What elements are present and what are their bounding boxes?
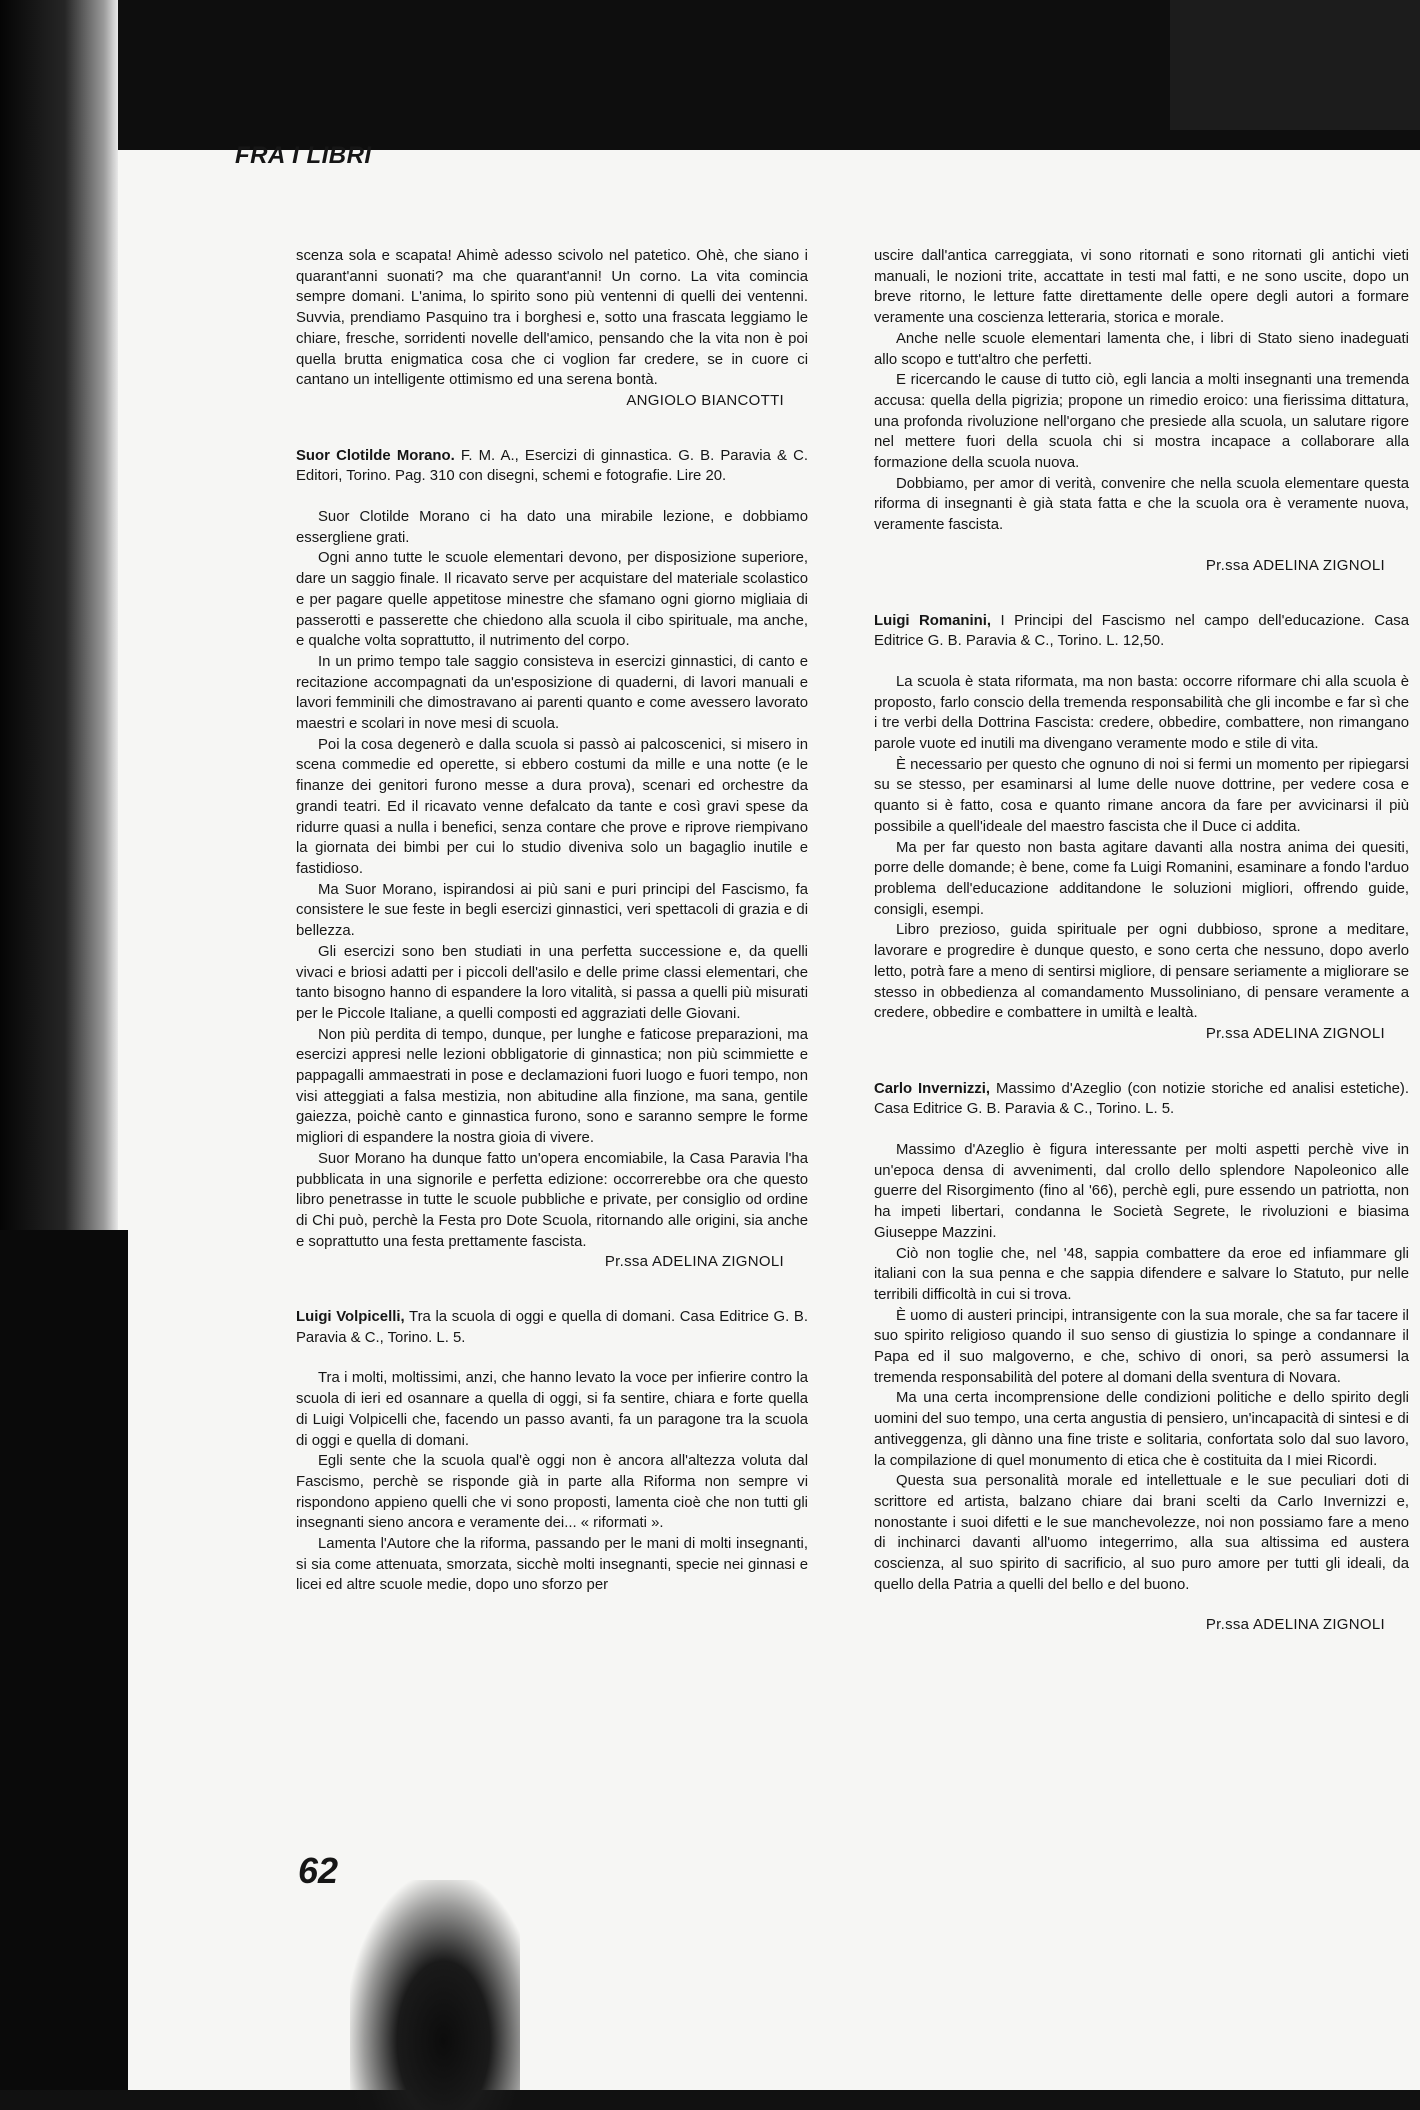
review-signature: Pr.ssa ADELINA ZIGNOLI [1205,556,1385,574]
page-number: 62 [298,1850,339,1891]
paragraph: Lamenta l'Autore che la riforma, passando per le mani di molti insegnanti, si sia come attenuata, smorzata, sicchè molti insegnanti, specie nei ginnasi e licei ed altre scuole medie, dopo uno sforzo per [296,1536,808,1594]
paragraph: In un primo tempo tale saggio consisteva in esercizi ginnastici, di canto e recitazione accompagnati da un'esposizione di quaderni, di lavori manuali e lavori femminili che dimostravano ai parenti quanto e come avessero lavorato maestri e scolari in nove mesi di scuola. [296,653,808,733]
page-header: FRA I LIBRI [235,142,372,169]
paragraph: Ciò non toglie che, nel '48, sappia combattere da eroe ed infiammare gli italiani con la sua penna e che sappia difendere e salvare lo Statuto, pur nelle terribili difficoltà in cui si trova. [874,1245,1409,1303]
review-heading-romanini: Luigi Romanini, I Principi del Fascismo nel campo dell'educazione. Casa Editrice G. B. Paravia & C., Torino. L. 12,50. [874,612,1409,650]
paragraph: E ricercando le cause di tutto ciò, egli lancia a molti insegnanti una tremenda accusa: quella della pigrizia; propone un rimedio eroico: una fierissima dittatura, una profonda rivoluzione nell'organo che presiede alla scuola, un salutare rigore nel mettere fuori della scuola chi si mostra incapace a collaborare alla formazione della scuola nuova. [874,372,1409,472]
paragraph: Gli esercizi sono ben studiati in una perfetta successione e, da quelli vivaci e briosi adatti per i piccoli dell'asilo e delle prime classi elementari, che tanto bisogno hanno di espandere la loro vitalità, si passa a quelli più misurati per le Piccole Italiane, a quelli composti ed aggraziati delle Giovani. [296,943,808,1022]
paragraph: Egli sente che la scuola qual'è oggi non è ancora all'altezza voluta dal Fascismo, perchè se risponde già in parte alla Riforma non sempre vi rispondono appieno quelli che vi sono proposti, lamenta cioè che non tutti gli insegnanti sieno ancora e veramente dei... « riformati ». [296,1453,808,1532]
paragraph: uscire dall'antica carreggiata, vi sono ritornati e sono ritornati gli antichi vieti manuali, le nozioni trite, accattate in testi mal fatti, e ne sono uscite, dopo un breve ritorno, le letture fatte direttamente delle opere degli autori a formare veramente una coscienza letteraria, storica e morale. [874,248,1409,327]
ink-smudge [350,1880,520,2110]
review-author: Luigi Volpicelli, [296,1309,405,1326]
paragraph: Non più perdita di tempo, dunque, per lunghe e faticose preparazioni, ma esercizi appresi nelle lezioni obbligatorie di ginnastica; non più scimmiette e pappagalli ammaestrati in pose e declamazioni fuori luogo e fuori tempo, non visi atteggiati a falsa mestizia, non abitudine alla finzione, ma sana, gentile gaiezza, poichè canto e ginnastica furono, sono e saranno sempre le forme migliori di espandere la nostra gioia di vivere. [296,1026,808,1147]
paragraph: Ma una certa incomprensione delle condizioni politiche e dello spirito degli uomini del suo tempo, una certa angustia di pensiero, un'incapacità di sintesi e di antiveggenza, gli dànno una fine triste e solitaria, confortata solo dal suo lavoro, la compilazione di quel monumento di etica che è costituita da I miei Ricordi. [874,1390,1409,1469]
paragraph: Tra i molti, moltissimi, anzi, che hanno levato la voce per infierire contro la scuola di ieri ed osannare a quella di oggi, si fa sentire, chiara e forte quella di Luigi Volpicelli che, facendo un passo avanti, fa un paragone tra la scuola di oggi e quella di domani. [296,1370,808,1449]
review-heading-invernizzi: Carlo Invernizzi, Massimo d'Azeglio (con notizie storiche ed analisi estetiche). Casa Editrice G. B. Paravia & C., Torino. L. 5. [874,1080,1409,1118]
paragraph: Anche nelle scuole elementari lamenta che, i libri di Stato sieno inadeguati allo scopo e tutt'altro che perfetti. [874,330,1409,368]
right-column [874,246,1409,1636]
paragraph: Libro prezioso, guida spirituale per ogni dubbioso, sprone a meditare, lavorare e progredire è dunque questo, e sono certa che nessuno, dopo averlo letto, potrà fare a meno di sentirsi migliore, di pensare seriamente a migliorare se stesso in obbedienza al comandamento Mussoliniano, di pensare veramente a credere, obbedire e combattere in umiltà e lealtà. [874,922,1409,1022]
paragraph: Poi la cosa degenerò e dalla scuola si passò ai palcoscenici, si misero in scena commedie ed operette, si ebbero costumi da mille e una notte (e le finanze dei genitori furono messe a dura prova), scenari ed orchestre da grandi teatri. Ed il ricavato venne defalcato da tante e così gravi spese da ridurre quasi a nulla i benefici, senza contare che prove e riprove riempivano la giornata dei bimbi per cui lo studio diveniva solo un bagaglio inutile e fastidioso. [296,736,808,877]
intro-paragraph: scenza sola e scapata! Ahimè adesso scivolo nel patetico. Ohè, che siano i quarant'anni suonati? ma che quarant'anni! Un corno. La vita comincia sempre domani. L'anima, lo spirito sono più ventenni di quelli dei ventenni. Suvvia, prendiamo Pasquino tra i borghesi e, sotto una frascata leggiamo le chiare, fresche, sorridenti novelle dell'amico, pensando che la vita non è poi quella brutta enigmatica cosa che ci voglion far credere, se in cuore ci cantano un intelligente ottimismo ed una serena bontà. [296,248,808,389]
review-heading-morano: Suor Clotilde Morano. F. M. A., Esercizi di ginnastica. G. B. Paravia & C. Editori, Torino. Pag. 310 con disegni, schemi e fotografie. Lire 20. [296,447,808,485]
paragraph: Ogni anno tutte le scuole elementari devono, per disposizione superiore, dare un saggio finale. Il ricavato serve per acquistare del materiale scolastico e per pagare quelle appetitose minestre che sfamano ogni giorno migliaia di passerotti e passerette che chiedono alla scuola il cibo spirituale, ma anche, e qualche volta soprattutto, il nutrimento del corpo. [296,550,808,650]
paragraph: Ma per far questo non basta agitare davanti alla nostra anima dei quesiti, porre delle domande; è bene, come fa Luigi Romanini, esaminare a fondo l'arduo problema dell'educazione additandone le soluzioni migliori, offrendo guide, consigli, esempi. [874,839,1409,918]
review-author: Luigi Romanini, [874,612,992,629]
review-author: Suor Clotilde Morano. [296,447,455,464]
review-signature: Pr.ssa ADELINA ZIGNOLI [1205,1024,1385,1042]
review-heading-volpicelli: Luigi Volpicelli, Tra la scuola di oggi e quella di domani. Casa Editrice G. B. Paravia & C., Torino. L. 5. [296,1309,808,1346]
paragraph: Ma Suor Morano, ispirandosi ai più sani e puri principi del Fascismo, fa consistere le sue feste in begli esercizi ginnastici, veri spettacoli di grazia e di bellezza. [296,881,808,940]
paragraph: Suor Clotilde Morano ci ha dato una mirabile lezione, e dobbiamo essergliene grati. [296,509,808,546]
paragraph: Questa sua personalità morale ed intellettuale e le sue peculiari doti di scrittore ed artista, balzano chiare dai brani scelti da Carlo Invernizzi e, nonostante i suoi difetti e le sue manchevolezze, noi non possiamo fare a meno di inchinarci davanti all'uomo integerrimo, alla sua altissima ed austera coscienza, al suo spirito di sacrificio, al suo puro amore per tutti gli ideali, da quello della Patria a quelli del bello e del buono. [874,1473,1409,1593]
review-signature: Pr.ssa ADELINA ZIGNOLI [604,1253,784,1271]
review-author: Carlo Invernizzi, [874,1080,991,1097]
scan-spine-dark-lower [0,1230,128,2110]
paragraph: È necessario per questo che ognuno di noi si fermi un momento per ripiegarsi su se stesso, per esaminarsi al lume delle nuove dottrine, per vedere cosa e quanto si è fatto, cosa e quanto rimane ancora da fare per avvicinarsi il più possibile a quell'ideale del maestro fascista che il Duce ci addita. [874,756,1409,835]
scan-bottom-border [0,2090,1420,2110]
review-signature: Pr.ssa ADELINA ZIGNOLI [1205,1616,1385,1634]
left-column [296,246,808,1596]
paragraph: È uomo di austeri principi, intransigente con la sua morale, che sa far tacere il suo spirito religioso quando il suo senso di giustizia lo spinge a condannare il Papa ed il suo malgoverno, e che, schivo di onori, sa però assumersi la tremenda responsabilità del potere al domani della sventura di Novara. [874,1307,1409,1386]
intro-signature: ANGIOLO BIANCOTTI [626,391,784,409]
scan-top-right-shadow [1170,0,1420,130]
paragraph: Massimo d'Azeglio è figura interessante per molti aspetti perchè vive in un'epoca densa di avvenimenti, dal crollo dello splendore Napoleonico alle guerre del Risorgimento (fino al '66), perchè egli, pure essendo un patriotta, non ha impeti libertari, condanna le Società Segrete, le rivoluzioni e biasima Giuseppe Mazzini. [874,1142,1409,1241]
paragraph: Suor Morano ha dunque fatto un'opera encomiabile, la Casa Paravia l'ha pubblicata in una signorile e perfetta edizione: occorrerebbe ora che questo libro penetrasse in tutte le scuole pubbliche e private, per consiglio od ordine di Chi può, perchè la Festa pro Dote Scuola, ritornando alle origini, sia anche e soprattutto una festa prettamente fascista. [296,1150,808,1250]
paragraph: La scuola è stata riformata, ma non basta: occorre riformare chi alla scuola è proposto, farlo conscio della tremenda responsabilità che gli incombe e far sì che i tre verbi della Dottrina Fascista: credere, obbedire, combattere, non rimangano parole vuote ed inutili ma divengano veramente modo e stile di vita. [874,673,1409,753]
paragraph: Dobbiamo, per amor di verità, convenire che nella scuola elementare questa riforma di insegnanti è già stata fatta e che la scuola ora è veramente nuova, veramente fascista. [874,475,1409,534]
